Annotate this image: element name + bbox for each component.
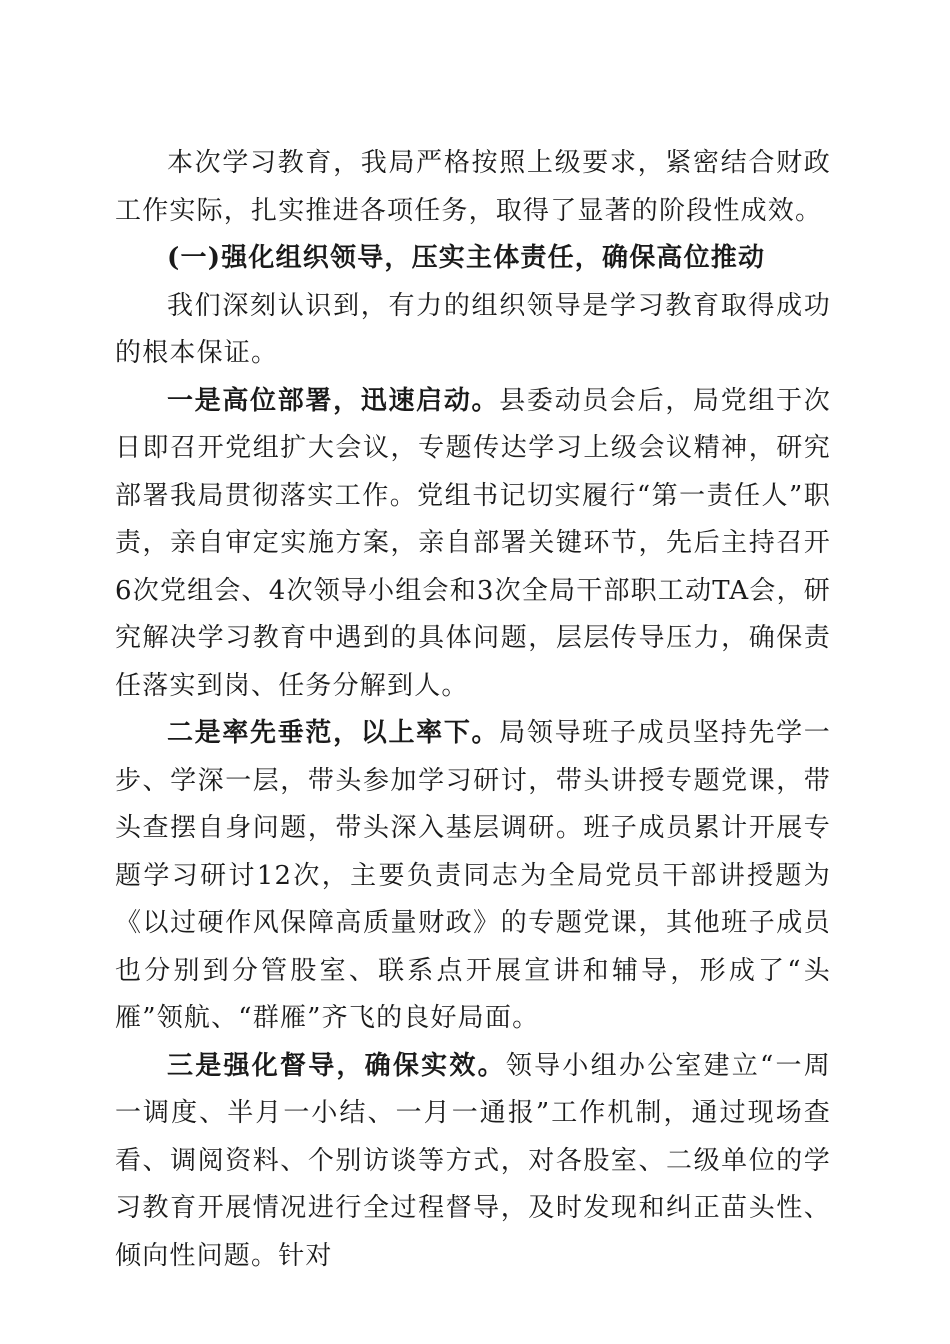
section-intro-text: 我们深刻认识到，有力的组织领导是学习教育取得成功的根本保证。 bbox=[115, 290, 831, 368]
point-one-text: 县委动员会后，局党组于次日即召开党组扩大会议，专题传达学习上级会议精神，研究部署我局贯彻落实工作。党组书记切实履行“第一责任人”职责，亲自审定实施方案，亲自部署关键环节，先后主持召开6次党组会、4次领导小组会和3次全局干部职工动TA会，研究解决学习教育中遇到的具体问题，层层传导压力，确保责任落实到岗、任务分解到人。 bbox=[115, 385, 832, 701]
intro-paragraph bbox=[115, 140, 831, 235]
point-one-lead: 一是高位部署，迅速启动。 bbox=[167, 385, 500, 416]
point-three-text: 领导小组办公室建立“一周一调度、半月一小结、一月一通报”工作机制，通过现场查看、调阅资料、个别访谈等方式，对各股室、二级单位的学习教育开展情况进行全过程督导，及时发现和纠正苗头性、倾向性问题。针对 bbox=[115, 1050, 831, 1271]
point-two-lead: 二是率先垂范，以上率下。 bbox=[167, 718, 500, 748]
point-three-paragraph bbox=[115, 1043, 831, 1281]
intro-text: 本次学习教育，我局严格按照上级要求，紧密结合财政工作实际，扎实推进各项任务，取得了显著的阶段性成效。 bbox=[115, 148, 831, 226]
section-heading bbox=[115, 235, 831, 283]
section-intro-paragraph bbox=[115, 283, 831, 378]
point-two-paragraph bbox=[115, 710, 831, 1043]
document-body bbox=[115, 140, 831, 1280]
section-heading-text: (一)强化组织领导，压实主体责任，确保高位推动 bbox=[167, 243, 766, 273]
point-one-paragraph bbox=[115, 378, 831, 711]
point-three-lead: 三是强化督导，确保实效。 bbox=[167, 1050, 506, 1081]
point-two-text: 局领导班子成员坚持先学一步、学深一层，带头参加学习研讨，带头讲授专题党课，带头查摆自身问题，带头深入基层调研。班子成员累计开展专题学习研讨12次，主要负责同志为全局党员干部讲授题为《以过硬作风保障高质量财政》的专题党课，其他班子成员也分别到分管股室、联系点开展宣讲和辅导，形成了“头雁”领航、“群雁”齐飞的良好局面。 bbox=[115, 718, 832, 1033]
